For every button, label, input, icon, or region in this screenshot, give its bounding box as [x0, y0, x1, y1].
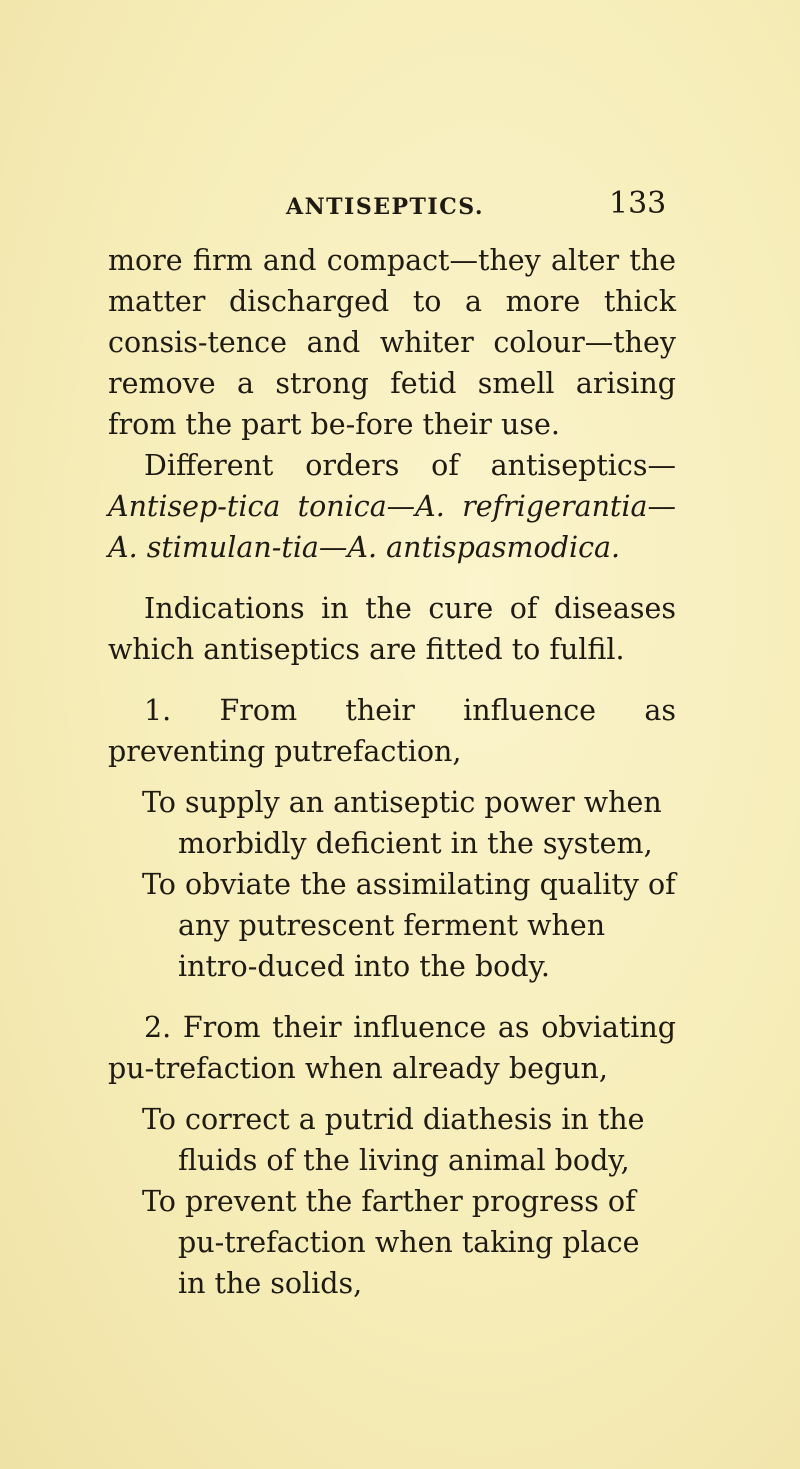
section-2-item-b: To prevent the farther progress of pu-trefaction when taking place in the solids, [142, 1185, 640, 1300]
page-body [108, 240, 676, 1304]
section-1-heading: 1. From their influence as preventing putrefaction, [108, 694, 676, 768]
spacer [108, 987, 676, 1007]
spacer [108, 670, 676, 690]
orders-list: Antisep-tica tonica—A. refrigerantia—A. stimulan-tia—A. antispasmodica. [108, 490, 676, 564]
paragraph-indications: Indications in the cure of diseases which antiseptics are fitted to fulfil. [108, 592, 676, 666]
orders-intro: Different orders of antiseptics— [144, 449, 676, 482]
section-1-item-b: To obviate the assimilating quality of any putrescent ferment when intro-duced into the body. [142, 868, 676, 983]
spacer [108, 1089, 676, 1099]
section-2-item-a: To correct a putrid diathesis in the fluids of the living animal body, [142, 1103, 645, 1177]
page-header [0, 186, 800, 226]
section-1-item-a: To supply an antiseptic power when morbidly deficient in the system, [142, 786, 662, 860]
page-number: 133 [609, 186, 667, 221]
spacer [108, 772, 676, 782]
running-head: ANTISEPTICS. [286, 194, 484, 220]
spacer [108, 568, 676, 588]
section-2-heading: 2. From their influence as obviating pu-trefaction when already begun, [108, 1011, 676, 1085]
paragraph-orders [108, 445, 676, 568]
paragraph-continuation: more firm and compact—they alter the matter discharged to a more thick consis-tence and whiter colour—they remove a strong fetid smell arising from the part be-fore their use. [108, 244, 676, 441]
